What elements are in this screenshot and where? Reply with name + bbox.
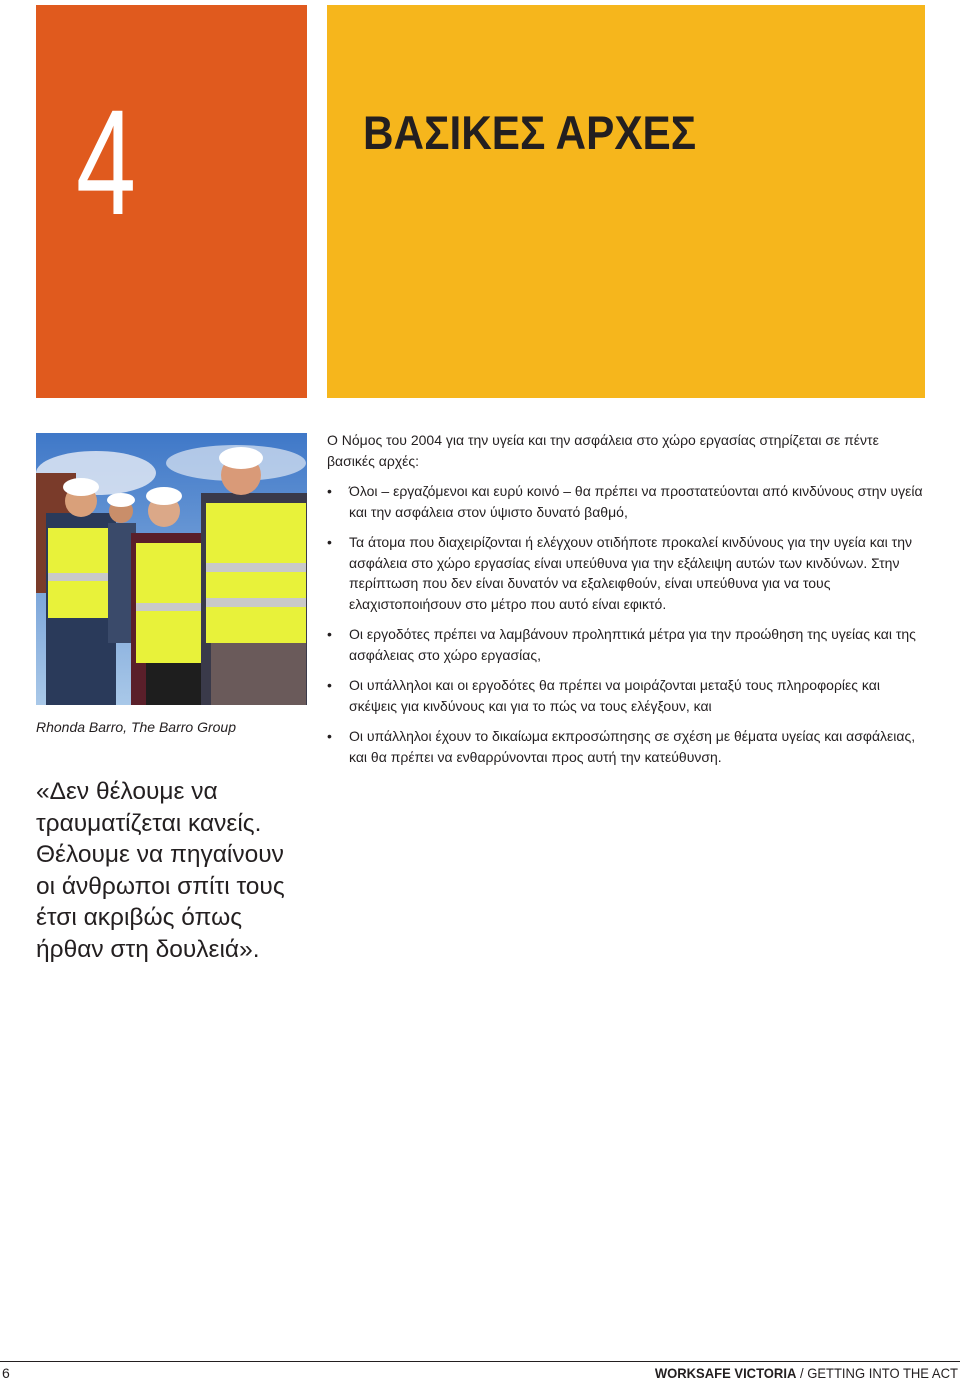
- footer-brand-name: WORKSAFE VICTORIA: [654, 1365, 797, 1381]
- footer-publication: GETTING INTO THE ACT: [807, 1365, 958, 1381]
- list-item-text: Οι εργοδότες πρέπει να λαμβάνουν προληπτικά μέτρα για την προώθηση της υγείας και της ασφάλειας στο χώρο εργασίας,: [349, 626, 916, 663]
- bullet-icon: •: [327, 677, 332, 693]
- list-item: [327, 481, 927, 522]
- list-item-text: Όλοι – εργαζόμενοι και ευρύ κοινό – θα πρέπει να προστατεύονται από κινδύνους στην υγεία και την ασφάλεια στον ύψιστο δυνατό βαθμό,: [349, 483, 923, 520]
- footer-brand: [655, 1365, 958, 1382]
- footer-separator: /: [796, 1365, 808, 1381]
- list-item-text: Τα άτομα που διαχειρίζονται ή ελέγχουν οτιδήποτε προκαλεί κινδύνους για την υγεία και την ασφάλεια στο χώρο εργασίας είναι υπεύθυνα για την εξάλειψη αυτών των κινδύνων. Στην περίπτωση που δεν είναι δυνατόν να εξαλειφθούν, είναι υπεύθυνα για να τους ελαχιστοποιήσουν στο μέτρο που αυτό είναι εφικτό.: [349, 534, 912, 612]
- list-item-text: Οι υπάλληλοι έχουν το δικαίωμα εκπροσώπησης σε σχέση με θέματα υγείας και ασφάλειας, και θα πρέπει να ενθαρρύνονται προς αυτή την κατεύθυνση.: [349, 728, 916, 765]
- footer-divider: [0, 1361, 960, 1362]
- list-item: [327, 624, 927, 665]
- intro-paragraph: Ο Νόμος του 2004 για την υγεία και την ασφάλεια στο χώρο εργασίας στηρίζεται σε πέντε βασικές αρχές:: [327, 432, 879, 469]
- principles-list: [327, 481, 927, 767]
- list-item: [327, 726, 927, 767]
- bullet-icon: •: [327, 534, 332, 550]
- list-item-text: Οι υπάλληλοι και οι εργοδότες θα πρέπει να μοιράζονται μεταξύ τους πληροφορίες και σκέψεις για κινδύνους και για το πώς να τους ελέγξουν, και: [349, 677, 880, 714]
- chapter-title-block: [327, 5, 925, 398]
- group-photo-image: [36, 433, 307, 705]
- list-item: [327, 532, 927, 614]
- body-text: [327, 430, 927, 777]
- bullet-icon: •: [327, 483, 332, 499]
- photo-caption: Rhonda Barro, The Barro Group: [36, 719, 236, 735]
- chapter-number-block: [36, 5, 307, 398]
- bullet-icon: •: [327, 728, 332, 744]
- chapter-title: ΒΑΣΙΚΕΣ ΑΡΧΕΣ: [363, 106, 697, 159]
- pull-quote: «Δεν θέλουμε να τραυματίζεται κανείς. Θέλουμε να πηγαίνουν οι άνθρωποι σπίτι τους έτσι ακριβώς όπως ήρθαν στη δουλειά».: [36, 778, 285, 963]
- chapter-number: 4: [75, 78, 137, 246]
- list-item: [327, 675, 927, 716]
- group-photo: [36, 433, 307, 705]
- bullet-icon: •: [327, 626, 332, 642]
- page-number: 6: [2, 1365, 10, 1381]
